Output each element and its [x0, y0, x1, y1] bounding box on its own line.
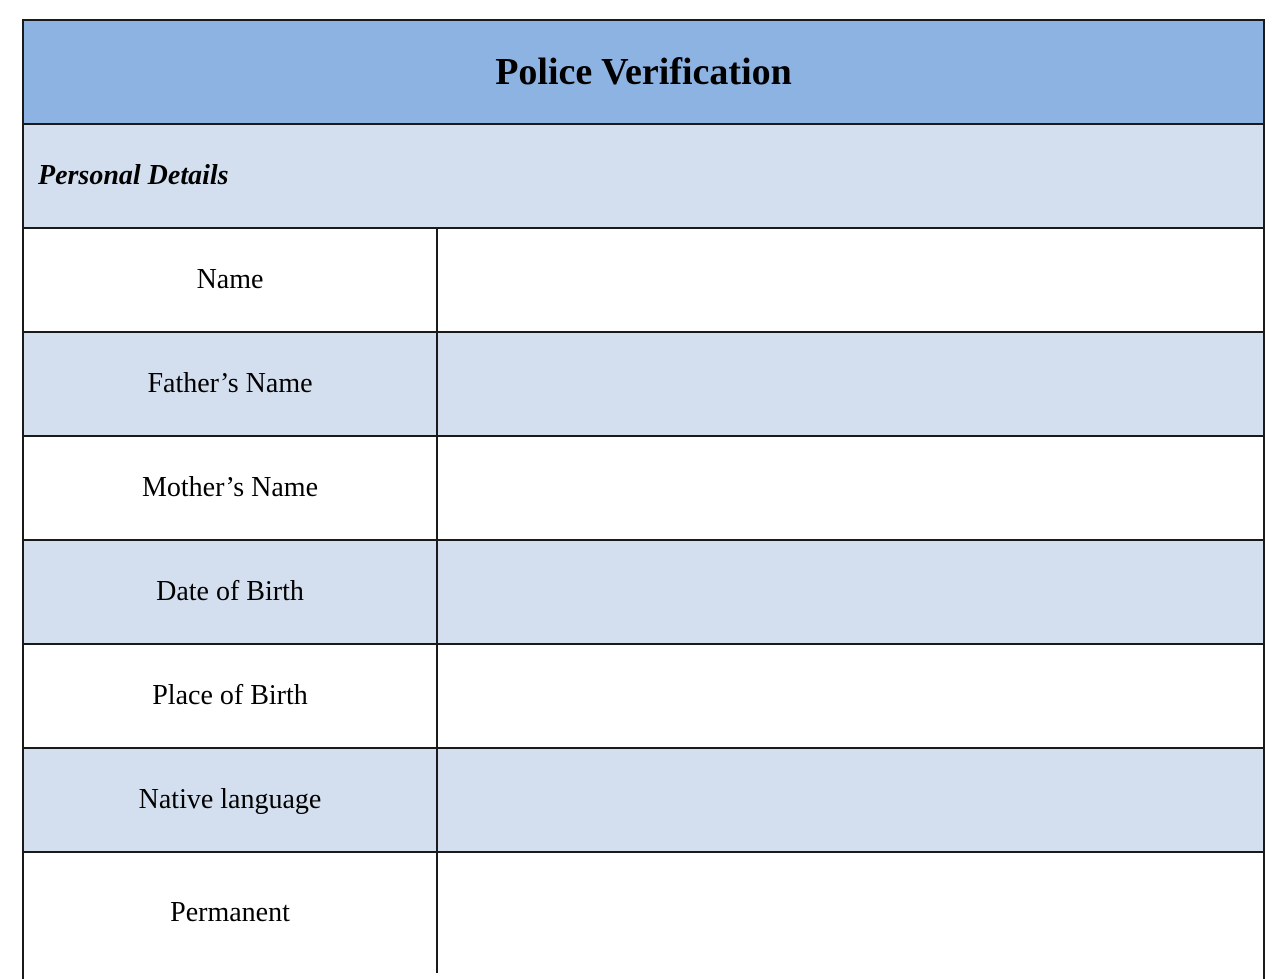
- section-title: Personal Details: [38, 160, 229, 191]
- field-value-name[interactable]: [438, 229, 1263, 331]
- field-label-permanent: Permanent: [24, 853, 438, 973]
- field-value-date-of-birth[interactable]: [438, 541, 1263, 643]
- field-value-fathers-name[interactable]: [438, 333, 1263, 435]
- field-label-fathers-name: Father’s Name: [24, 333, 438, 435]
- field-value-place-of-birth[interactable]: [438, 645, 1263, 747]
- field-label-place-of-birth: Place of Birth: [24, 645, 438, 747]
- field-label-name: Name: [24, 229, 438, 331]
- section-header: [24, 125, 1263, 229]
- field-label-native-language: Native language: [24, 749, 438, 851]
- field-row-permanent: [24, 853, 1263, 973]
- field-value-permanent[interactable]: [438, 853, 1263, 973]
- field-label-mothers-name: Mother’s Name: [24, 437, 438, 539]
- form-header: [24, 21, 1263, 125]
- field-label-date-of-birth: Date of Birth: [24, 541, 438, 643]
- field-row-name: [24, 229, 1263, 333]
- police-verification-form: [22, 19, 1265, 979]
- form-title: Police Verification: [495, 51, 792, 93]
- field-row-date-of-birth: [24, 541, 1263, 645]
- field-value-mothers-name[interactable]: [438, 437, 1263, 539]
- field-row-mothers-name: [24, 437, 1263, 541]
- field-value-native-language[interactable]: [438, 749, 1263, 851]
- field-row-native-language: [24, 749, 1263, 853]
- field-row-fathers-name: [24, 333, 1263, 437]
- field-row-place-of-birth: [24, 645, 1263, 749]
